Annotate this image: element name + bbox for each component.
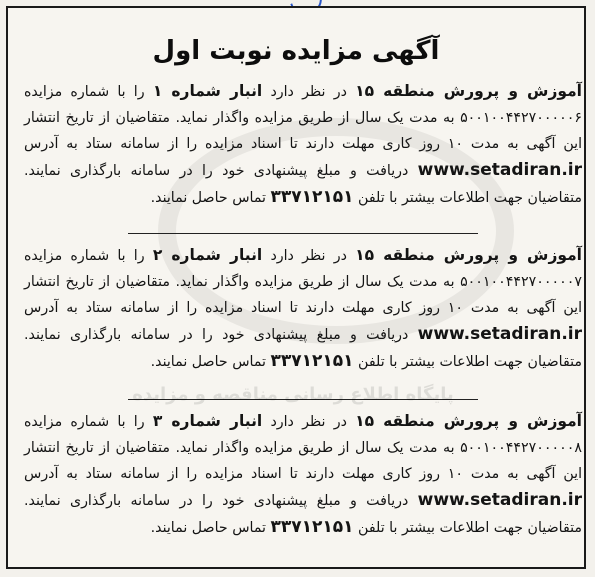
notice-section-1 <box>24 78 582 211</box>
phone-number: ۳۳۷۱۲۱۵۱ <box>270 187 354 207</box>
section-text: در نظر دارد <box>262 248 356 264</box>
section-text: تماس حاصل نمایند. <box>150 520 271 536</box>
notice-section-2 <box>24 242 582 375</box>
notice-frame <box>6 6 586 569</box>
section-lead: آموزش و پرورش منطقه ۱۵ <box>355 82 582 100</box>
phone-number: ۳۳۷۱۲۱۵۱ <box>270 517 354 537</box>
section-text: تماس حاصل نمایند. <box>150 354 271 370</box>
section-text: در نظر دارد <box>262 414 356 430</box>
phone-number: ۳۳۷۱۲۱۵۱ <box>270 351 354 371</box>
section-text: را با شماره مزایده ۵۰۰۱۰۰۴۴۲۷۰۰۰۰۰۸ به مدت یک سال از طریق مزایده واگذار نماید. متقاضیان از تاریخ انتشار این آگهی به مدت ۱۰ روز کاری مهلت دارند تا اسناد مزایده را از سامانه ستاد به آدرس <box>24 414 583 482</box>
section-text: تماس حاصل نمایند. <box>150 190 271 206</box>
warehouse-number: انبار شماره ۱ <box>152 82 263 100</box>
warehouse-number: انبار شماره ۳ <box>152 412 263 430</box>
section-lead: آموزش و پرورش منطقه ۱۵ <box>355 246 582 264</box>
website-link[interactable]: www.setadiran.ir <box>417 160 582 180</box>
separator-line <box>128 233 478 234</box>
section-text: را با شماره مزایده ۵۰۰۱۰۰۴۴۲۷۰۰۰۰۰۷ به مدت یک سال از طریق مزایده واگذار نماید. متقاضیان از تاریخ انتشار این آگهی به مدت ۱۰ روز کاری مهلت دارند تا اسناد مزایده را از سامانه ستاد به آدرس <box>24 248 583 316</box>
section-text: دریافت و مبلغ پیشنهادی خود را در سامانه بارگذاری نمایند. متقاضیان جهت اطلاعات بیشتر با تلفن <box>24 493 582 536</box>
section-text: دریافت و مبلغ پیشنهادی خود را در سامانه بارگذاری نمایند. متقاضیان جهت اطلاعات بیشتر با تلفن <box>24 163 582 206</box>
notice-title: آگهی مزایده نوبت اول <box>152 36 440 66</box>
section-text: در نظر دارد <box>262 84 356 100</box>
section-text: را با شماره مزایده ۵۰۰۱۰۰۴۴۲۷۰۰۰۰۰۶ به مدت یک سال از طریق مزایده واگذار نماید. متقاضیان از تاریخ انتشار این آگهی به مدت ۱۰ روز کاری مهلت دارند تا اسناد مزایده را از سامانه ستاد به آدرس <box>24 84 583 152</box>
section-lead: آموزش و پرورش منطقه ۱۵ <box>355 412 582 430</box>
website-link[interactable]: www.setadiran.ir <box>417 324 582 344</box>
separator-line <box>128 399 478 400</box>
warehouse-number: انبار شماره ۲ <box>152 246 263 264</box>
website-link[interactable]: www.setadiran.ir <box>417 490 582 510</box>
notice-section-3 <box>24 408 582 541</box>
watermark-text: پایگاه اطلاع رسانی مناقصه و مزایده <box>132 384 454 405</box>
section-text: دریافت و مبلغ پیشنهادی خود را در سامانه بارگذاری نمایند. متقاضیان جهت اطلاعات بیشتر با تلفن <box>24 327 582 370</box>
